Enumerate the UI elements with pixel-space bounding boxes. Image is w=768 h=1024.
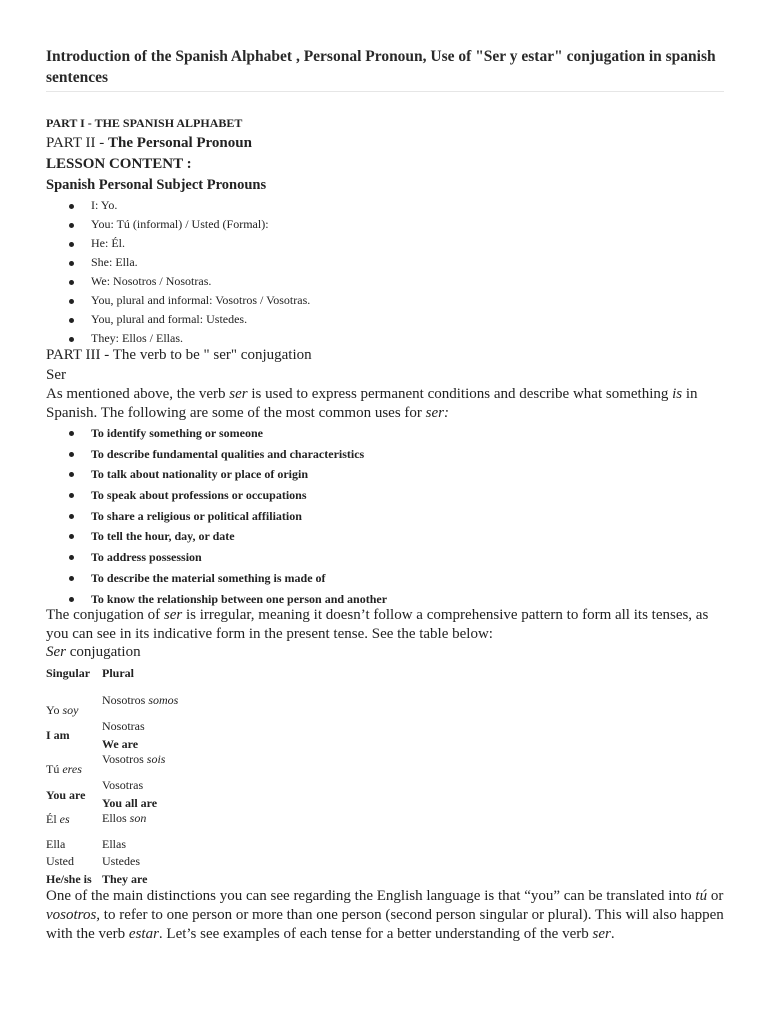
list-item: To describe fundamental qualities and characteristics [46,444,387,465]
text-run: Tú [46,762,63,776]
text-run: Ser [46,644,66,660]
table-cell: They are [102,872,148,886]
text-run: One of the main distinctions you can see regarding the English language is that “you” can be translated into [46,888,696,904]
document-title: Introduction of the Spanish Alphabet , Personal Pronoun, Use of "Ser y estar" conjugation in spanish sentences [46,48,716,86]
list-item: We: Nosotros / Nosotras. [46,272,310,291]
table-cell: You are [46,788,86,802]
table-cell [46,811,70,827]
text-run: ser [592,926,611,942]
text-run: Yo [46,703,63,717]
text-run: somos [148,693,179,707]
title-divider [46,91,724,92]
text-run: in Spanish. The following are some of the most common uses for [46,386,698,421]
pronouns-heading: Spanish Personal Subject Pronouns [46,177,267,193]
table-cell: You all are [102,796,158,810]
text-run: ser: [425,405,449,421]
list-item: To talk about nationality or place of origin [46,464,387,485]
distinction-paragraph [46,887,726,944]
text-run: Vosotros [102,752,147,766]
ser-heading: Ser [46,367,66,383]
text-run: Nosotros [102,693,149,707]
text-run: ser [163,607,183,623]
table-cell: Usted [46,854,74,868]
part2-heading [46,135,252,152]
list-item: To know the relationship between one person and another [46,589,387,610]
text-run: is [672,386,683,402]
table-cell: He/she is [46,872,92,886]
text-run: . [610,926,615,942]
text-run: ser [229,386,248,402]
list-item: She: Ella. [46,253,310,272]
table-cell [102,751,165,767]
ser-intro-paragraph [46,385,726,423]
text-run: sois [146,752,166,766]
list-item: You, plural and informal: Vosotros / Vosotras. [46,291,310,310]
table-header-singular: Singular [46,666,91,680]
list-item: To describe the material something is made of [46,568,387,589]
ser-uses-list [46,423,387,609]
text-run: tú [695,888,708,904]
table-cell [46,702,78,718]
text-run: vosotros, [46,907,101,923]
list-item: To address possession [46,547,387,568]
text-run: estar [128,926,159,942]
list-item: They: Ellos / Ellas. [46,329,310,348]
list-item: To tell the hour, day, or date [46,526,387,547]
table-cell [102,810,146,826]
table-cell: I am [46,728,70,742]
text-run: conjugation [66,644,141,660]
text-run: . Let’s see examples of each tense for a better understanding of the verb [158,926,593,942]
list-item: You: Tú (informal) / Usted (Formal): [46,215,310,234]
text-run: Ellos [102,811,130,825]
list-item: He: Él. [46,234,310,253]
text-run: or [707,888,724,904]
text-run: es [59,812,70,826]
text-run: is irregular, meaning it doesn’t follow a comprehensive pattern to form all its tenses, as you can see in its indicative form in the present tense. See the table below: [46,607,709,642]
text-run: eres [62,762,82,776]
text-run: is used to express permanent conditions and describe what something [247,386,673,402]
table-cell: Ellas [102,837,126,851]
text-run: to refer to one person or more than one person (second person singular or plural). This will also happen with the verb [46,907,724,942]
text-run: soy [62,703,79,717]
list-item: To identify something or someone [46,423,387,444]
table-cell: Ustedes [102,854,140,868]
list-item: To share a religious or political affiliation [46,506,387,527]
conjugation-paragraph [46,606,726,644]
table-cell: Nosotras [102,719,145,733]
part3-heading: PART III - The verb to be " ser" conjugation [46,347,312,363]
text-run: As mentioned above, the verb [46,386,230,402]
lesson-content-heading: LESSON CONTENT : [46,156,192,172]
text-run: The conjugation of [46,607,164,623]
table-cell: We are [102,737,139,751]
table-cell: Ella [46,837,66,851]
table-cell [102,692,178,708]
part1-heading: PART I - THE SPANISH ALPHABET [46,116,243,130]
table-cell: Vosotras [102,778,144,792]
list-item: I: Yo. [46,196,310,215]
part2-prefix: PART II - [46,135,109,151]
table-header-plural: Plural [102,666,134,680]
list-item: To speak about professions or occupations [46,485,387,506]
conjugation-heading [46,644,141,661]
part2-title: The Personal Pronoun [108,135,252,151]
text-run: Él [46,812,60,826]
pronoun-list [46,196,310,348]
list-item: You, plural and formal: Ustedes. [46,310,310,329]
text-run: son [129,811,147,825]
table-cell [46,761,82,777]
